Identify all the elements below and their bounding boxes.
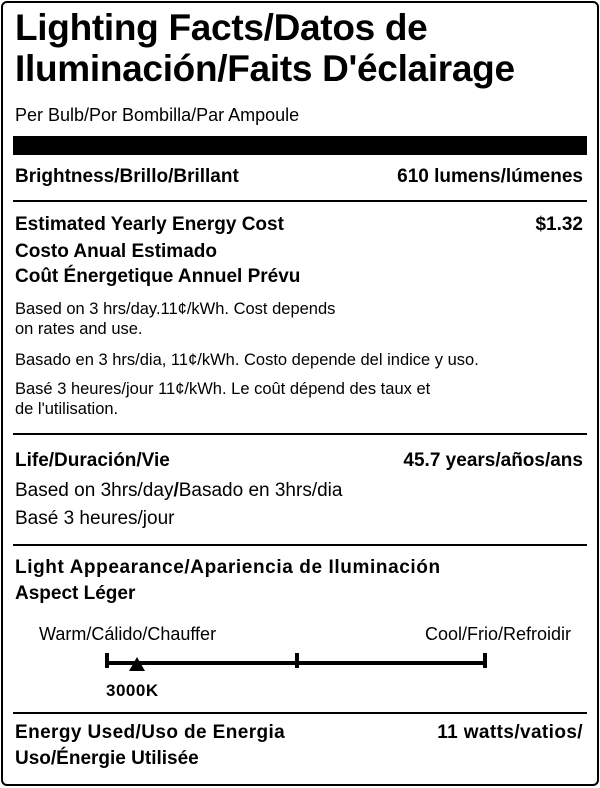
- life-label: Life/Duración/Vie: [15, 450, 170, 471]
- appearance-label-2: Aspect Léger: [15, 583, 136, 604]
- cost-note-en-line-1: Based on 3 hrs/day.11¢/kWh. Cost depends: [15, 300, 336, 318]
- life-basis-separator: /: [173, 480, 179, 501]
- title-line-1: Lighting Facts/Datos de: [15, 7, 428, 48]
- cost-label-es: Costo Anual Estimado: [15, 241, 217, 262]
- life-basis-line-2: Basé 3 heures/jour: [15, 508, 175, 529]
- life-basis-es: Basado en 3hrs/dia: [178, 480, 343, 501]
- energy-label-2: Uso/Énergie Utilisée: [15, 748, 199, 769]
- scale-tick-left: [105, 653, 109, 668]
- life-basis-line-1: [15, 480, 342, 502]
- divider: [13, 433, 587, 435]
- label-title: [15, 7, 585, 89]
- heavy-divider: [13, 136, 587, 155]
- cost-note-fr-line-1: Basé 3 heures/jour 11¢/kWh. Le coût dépend des taux et: [15, 380, 431, 398]
- cost-label-fr: Coût Énergetique Annuel Prévu: [15, 266, 301, 287]
- per-bulb-subtitle: Per Bulb/Por Bombilla/Par Ampoule: [15, 105, 300, 125]
- cost-note-fr-line-2: de l'utilisation.: [15, 400, 119, 418]
- title-line-2: Iluminación/Faits D'éclairage: [15, 48, 515, 89]
- scale-tick-middle: [295, 653, 299, 668]
- color-temperature-marker: [129, 657, 145, 671]
- cost-label-en: Estimated Yearly Energy Cost: [15, 214, 284, 235]
- energy-value: 11 watts/vatios/: [437, 722, 583, 743]
- life-value: 45.7 years/años/ans: [403, 450, 583, 471]
- brightness-value: 610 lumens/lúmenes: [397, 166, 583, 187]
- divider: [13, 712, 587, 714]
- divider: [13, 200, 587, 202]
- warm-label: Warm/Cálido/Chauffer: [39, 624, 217, 644]
- cost-value: $1.32: [535, 214, 583, 235]
- appearance-label-1: Light Appearance/Apariencia de Iluminación: [15, 557, 441, 578]
- cost-note-en: [15, 299, 335, 339]
- scale-tick-right: [483, 653, 487, 668]
- cost-note-fr: [15, 379, 430, 419]
- divider: [13, 544, 587, 546]
- energy-label-1: Energy Used/Uso de Energia: [15, 722, 286, 743]
- cost-note-en-line-2: on rates and use.: [15, 320, 143, 338]
- brightness-row: [15, 166, 583, 188]
- color-temperature-value: 3000K: [106, 681, 159, 700]
- cost-note-es: Basado en 3 hrs/dia, 11¢/kWh. Costo depende del indice y uso.: [15, 351, 479, 369]
- energy-row: [15, 722, 583, 744]
- cost-row: [15, 214, 583, 236]
- brightness-label: Brightness/Brillo/Brillant: [15, 166, 239, 187]
- lighting-facts-label: [1, 1, 599, 786]
- life-row: [15, 450, 583, 472]
- cool-label: Cool/Frio/Refroidir: [424, 624, 571, 644]
- life-basis-en: Based on 3hrs/day: [15, 480, 174, 501]
